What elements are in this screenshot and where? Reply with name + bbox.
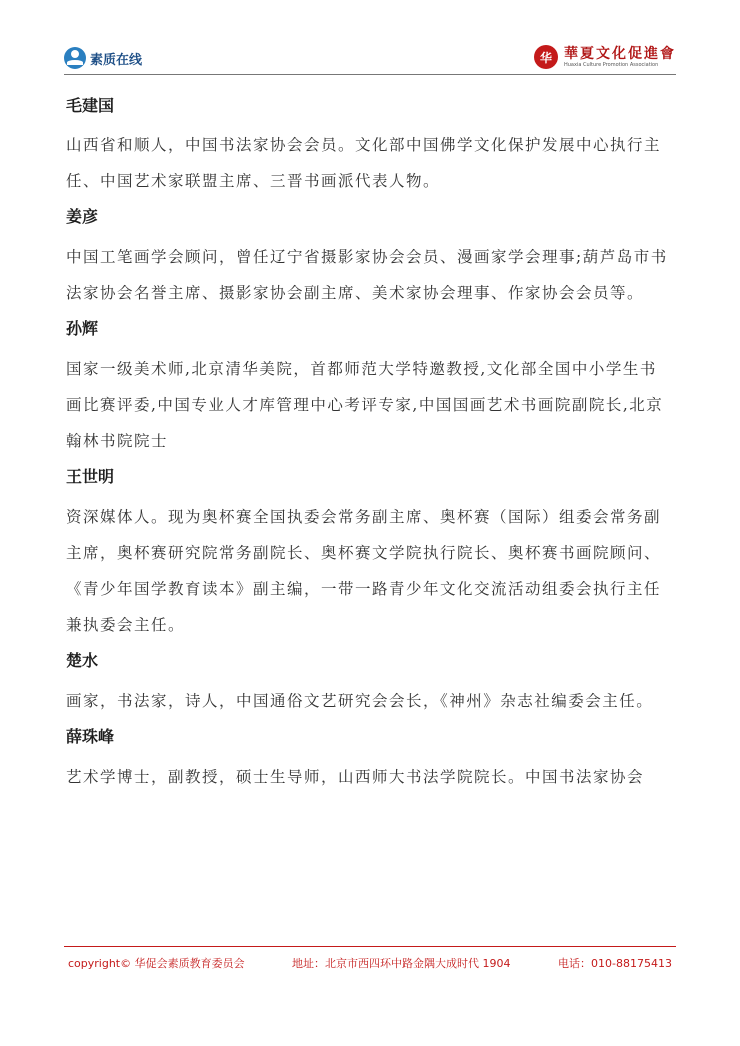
entry-name: 孙辉 — [66, 319, 99, 338]
entry — [66, 723, 672, 795]
huaxia-association-logo — [534, 42, 676, 72]
suzhi-logo-icon — [64, 47, 86, 69]
entry — [66, 315, 672, 459]
suzhi-online-logo — [64, 46, 142, 70]
entry-bio: 山西省和顺人，中国书法家协会会员。文化部中国佛学文化保护发展中心执行主任、中国艺术家联盟主席、三晋书画派代表人物。 — [66, 136, 662, 190]
entry — [66, 463, 672, 643]
suzhi-logo-text: 素质在线 — [90, 52, 143, 68]
footer-copyright: copyright© 华促会素质教育委员会 — [68, 957, 245, 970]
entry-name: 毛建国 — [66, 96, 115, 115]
page-header — [64, 42, 676, 74]
entry-bio: 艺术学博士，副教授，硕士生导师，山西师大书法学院院长。中国书法家协会 — [66, 768, 645, 786]
footer-address: 地址：北京市西四环中路金隅大成时代 1904 — [292, 957, 511, 970]
huaxia-seal-icon: 华 — [534, 45, 558, 69]
huaxia-logo-texts — [564, 46, 676, 69]
entry — [66, 203, 672, 311]
entry-bio: 画家，书法家，诗人，中国通俗文艺研究会会长，《神州》杂志社编委会主任。 — [66, 692, 654, 710]
huaxia-logo-subtext: Huaxia Culture Promotion Association — [564, 61, 659, 68]
entry — [66, 647, 672, 719]
entry-bio: 资深媒体人。现为奥杯赛全国执委会常务副主席、奥杯赛（国际）组委会常务副主席，奥杯赛研究院常务副院长、奥杯赛文学院执行院长、奥杯赛书画院顾问、《青少年国学教育读本》副主编，一带一路青少年文化交流活动组委会执行主任兼执委会主任。 — [66, 508, 662, 634]
entry-bio: 中国工笔画学会顾问，曾任辽宁省摄影家协会会员、漫画家学会理事;葫芦岛市书法家协会名誉主席、摄影家协会副主席、美术家协会理事、作家协会会员等。 — [66, 248, 668, 302]
entry — [66, 92, 672, 199]
header-divider — [64, 74, 676, 75]
entry-name: 薛珠峰 — [66, 727, 115, 746]
entry-bio: 国家一级美术师,北京清华美院，首都师范大学特邀教授,文化部全国中小学生书画比赛评委,中国专业人才库管理中心考评专家,中国国画艺术书画院副院长,北京翰林书院院士 — [66, 360, 664, 450]
document-body — [66, 92, 672, 799]
footer-divider — [64, 946, 676, 947]
footer-phone: 电话：010-88175413 — [558, 957, 672, 970]
entry-name: 姜彦 — [66, 207, 99, 226]
huaxia-logo-text: 華夏文化促進會 — [564, 45, 676, 62]
entry-name: 王世明 — [66, 467, 115, 486]
entry-name: 楚水 — [66, 651, 99, 670]
page-footer — [68, 955, 672, 971]
